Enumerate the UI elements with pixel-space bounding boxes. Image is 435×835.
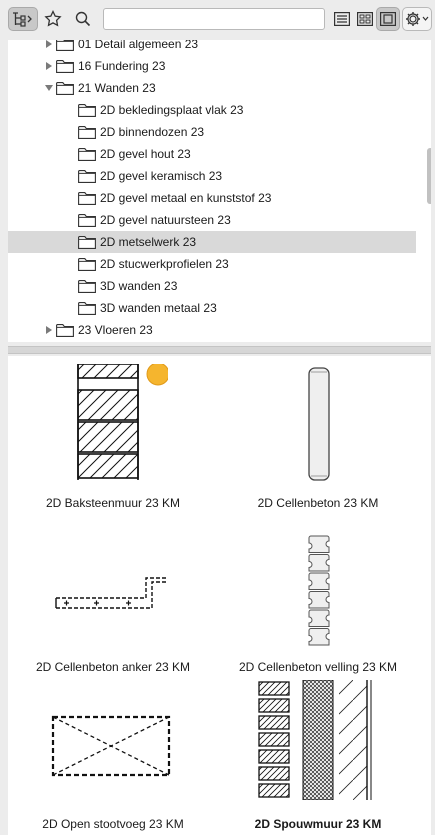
- item-preview-image: [8, 356, 218, 491]
- item-label: 2D Baksteenmuur 23 KM: [45, 496, 181, 510]
- item-label: 2D Cellenbeton 23 KM: [257, 496, 379, 510]
- item-preview-image: [8, 680, 218, 815]
- tree-row[interactable]: [8, 40, 416, 55]
- item-label: 2D Open stootvoeg 23 KM: [42, 817, 184, 831]
- item-label: 2D Cellenbeton anker 23 KM: [35, 660, 191, 674]
- tree-row-label: 2D gevel natuursteen 23: [100, 213, 231, 227]
- tree-row-label: 2D gevel hout 23: [100, 147, 191, 161]
- tree-row[interactable]: [8, 253, 416, 275]
- tree-row-label: 2D gevel metaal en kunststof 23: [100, 191, 272, 205]
- disclosure-collapsed-icon[interactable]: [44, 61, 54, 71]
- library-item[interactable]: [8, 520, 218, 680]
- star-icon: [44, 10, 62, 28]
- item-preview-image: [213, 680, 423, 815]
- toolbar: [0, 0, 435, 38]
- library-item[interactable]: [213, 680, 423, 835]
- folder-icon: [78, 257, 96, 271]
- folder-icon: [78, 147, 96, 161]
- folder-icon: [78, 301, 96, 315]
- tree-row-label: 16 Fundering 23: [78, 59, 166, 73]
- list-view-icon: [334, 12, 350, 26]
- item-preview-image: [8, 520, 218, 655]
- disclosure-collapsed-icon[interactable]: [44, 40, 54, 49]
- preview-view-button[interactable]: [376, 7, 400, 31]
- item-preview-image: [213, 356, 423, 491]
- tree-row-label: 21 Wanden 23: [78, 81, 156, 95]
- tree-row[interactable]: [8, 319, 416, 341]
- folder-tree[interactable]: [8, 40, 431, 342]
- tree-row[interactable]: [8, 143, 416, 165]
- tree-row[interactable]: [8, 231, 416, 253]
- folder-icon: [78, 213, 96, 227]
- tree-row-label: 3D wanden 23: [100, 279, 178, 293]
- library-item[interactable]: [8, 680, 218, 835]
- library-item[interactable]: [213, 520, 423, 680]
- item-label: 2D Spouwmuur 23 KM: [254, 817, 382, 831]
- folder-icon: [78, 235, 96, 249]
- folder-icon: [78, 103, 96, 117]
- folder-icon: [78, 191, 96, 205]
- list-view-button[interactable]: [331, 7, 353, 31]
- tree-scrollbar[interactable]: [427, 148, 431, 204]
- panel-splitter[interactable]: [8, 346, 431, 354]
- gear-icon: [404, 10, 430, 28]
- folder-icon: [56, 40, 74, 51]
- library-item[interactable]: [213, 356, 423, 516]
- tree-row-label: 2D metselwerk 23: [100, 235, 197, 249]
- tree-row-label: 3D wanden metaal 23: [100, 301, 217, 315]
- tree-row-label: 2D bekledingsplaat vlak 23: [100, 103, 244, 117]
- folder-icon: [78, 169, 96, 183]
- tree-row-label: 2D gevel keramisch 23: [100, 169, 223, 183]
- folder-icon: [56, 59, 74, 73]
- tree-row-label: 2D stucwerkprofielen 23: [100, 257, 229, 271]
- tree-row[interactable]: [8, 209, 416, 231]
- tree-row[interactable]: [8, 55, 416, 77]
- settings-menu-button[interactable]: [402, 7, 432, 31]
- tree-row-label: 01 Detail algemeen 23: [78, 40, 199, 51]
- grid-view-icon: [357, 12, 373, 26]
- tree-row[interactable]: [8, 297, 416, 319]
- tree-row[interactable]: [8, 77, 416, 99]
- library-tree-button[interactable]: [8, 7, 38, 31]
- tree-row[interactable]: [8, 99, 416, 121]
- search-button[interactable]: [72, 7, 94, 31]
- disclosure-collapsed-icon[interactable]: [44, 325, 54, 335]
- library-item[interactable]: [8, 356, 218, 516]
- tree-row[interactable]: [8, 121, 416, 143]
- tree-row[interactable]: [8, 165, 416, 187]
- item-label: 2D Cellenbeton velling 23 KM: [238, 660, 398, 674]
- grid-view-button[interactable]: [354, 7, 376, 31]
- library-tree-icon: [11, 10, 35, 28]
- folder-icon: [78, 125, 96, 139]
- folder-icon: [56, 323, 74, 337]
- preview-view-icon: [380, 12, 396, 26]
- favorites-button[interactable]: [42, 7, 64, 31]
- tree-row-label: 23 Vloeren 23: [78, 323, 153, 337]
- item-preview-grid: [8, 356, 431, 835]
- disclosure-expanded-icon[interactable]: [44, 83, 54, 93]
- search-icon: [75, 11, 91, 27]
- tree-row[interactable]: [8, 187, 416, 209]
- tree-row[interactable]: [8, 275, 416, 297]
- folder-icon: [56, 81, 74, 95]
- tree-row-label: 2D binnendozen 23: [100, 125, 205, 139]
- search-input[interactable]: [103, 8, 325, 30]
- folder-icon: [78, 279, 96, 293]
- item-preview-image: [213, 520, 423, 655]
